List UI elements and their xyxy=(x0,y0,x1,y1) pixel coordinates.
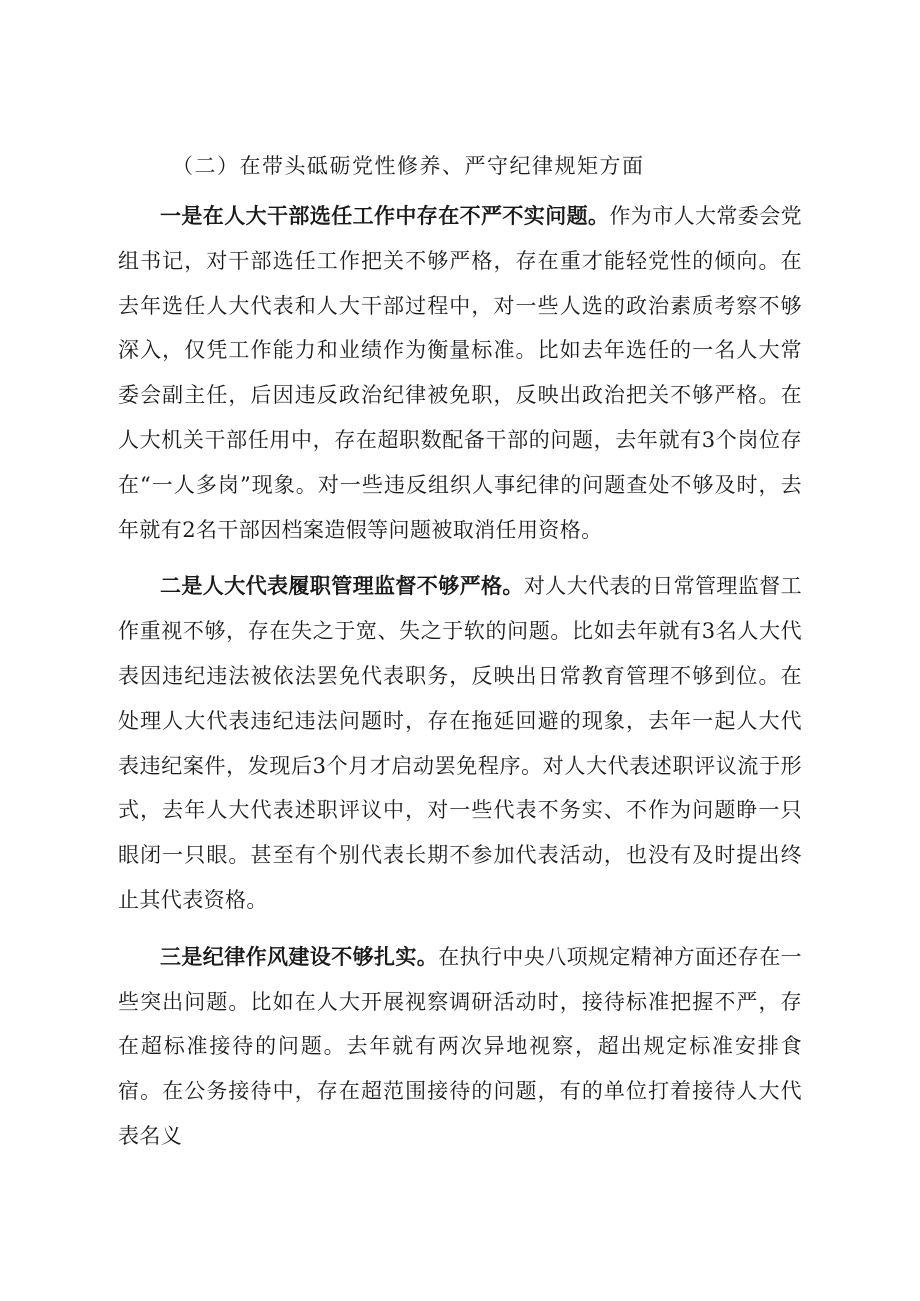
paragraph-3-body: 在执行中央八项规定精神方面还存在一些突出问题。比如在人大开展视察调研活动时，接待标准把握不严，存在超标准接待的问题。去年就有两次异地视察，超出规定标准安排食宿。在公务接待中，存在超范围接待的问题，有的单位打着接待人大代表名义 xyxy=(118,944,803,1148)
paragraph-1-lead: 一是在人大干部选任工作中存在不严不实问题。 xyxy=(160,203,610,228)
paragraph-3 xyxy=(118,935,802,1159)
paragraph-3-lead: 三是纪律作风建设不够扎实。 xyxy=(160,943,439,969)
section-heading: （二）在带头砥砺党性修养、严守纪律规矩方面 xyxy=(172,154,645,178)
paragraph-2 xyxy=(118,564,802,922)
paragraph-2-lead: 二是人大代表履职管理监督不够严格。 xyxy=(160,573,524,599)
document-body xyxy=(118,152,802,1159)
paragraph-1-body: 作为市人大常委会党组书记，对干部选任工作把关不够严格，存在重才能轻党性的倾向。在去年选任人大代表和人大干部过程中，对一些人选的政治素质考察不够深入，仅凭工作能力和业绩作为衡量标准。比如去年选任的一名人大常委会副主任，后因违反政治纪律被免职，反映出政治把关不够严格。在人大机关干部任用中，存在超职数配备干部的问题，去年就有3个岗位存在“一人多岗”现象。对一些违反组织人事纪律的问题查处不够及时，去年就有2名干部因档案造假等问题被取消任用资格。 xyxy=(118,204,803,542)
paragraph-1 xyxy=(118,194,802,552)
paragraph-2-body: 对人大代表的日常管理监督工作重视不够，存在失之于宽、失之于软的问题。比如去年就有3名人大代表因违纪违法被依法罢免代表职务，反映出日常教育管理不够到位。在处理人大代表违纪违法问题时，存在拖延回避的现象，去年一起人大代表违纪案件，发现后3个月才启动罢免程序。对人大代表述职评议流于形式，去年人大代表述职评议中，对一些代表不务实、不作为问题睁一只眼闭一只眼。甚至有个别代表长期不参加代表活动，也没有及时提出终止其代表资格。 xyxy=(118,574,803,912)
